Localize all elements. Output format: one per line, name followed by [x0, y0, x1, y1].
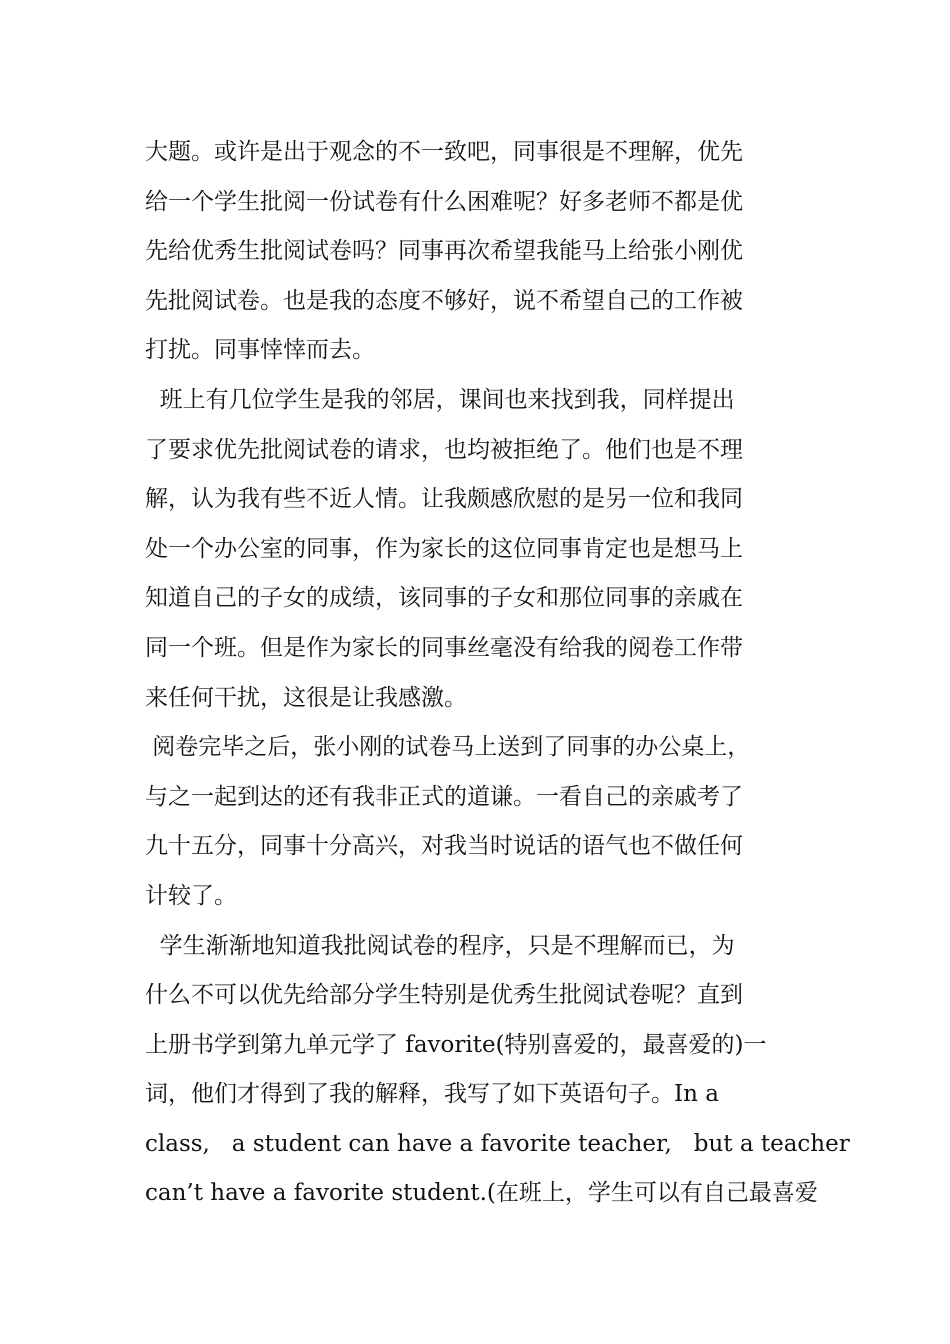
text-line: can’t have a favorite student.(在班上，学生可以有自己最喜爱 — [145, 1180, 818, 1207]
text-line: 上册书学到第九单元学了 favorite(特别喜爱的，最喜爱的)一 — [145, 1031, 767, 1058]
text-line: 了要求优先批阅试卷的请求，也均被拒绝了。他们也是不理 — [145, 436, 743, 463]
text-line: 同一个班。但是作为家长的同事丝毫没有给我的阅卷工作带 — [145, 634, 743, 661]
body-text — [145, 128, 850, 1219]
text-line: 给一个学生批阅一份试卷有什么困难呢？好多老师不都是优 — [145, 188, 743, 215]
text-line: 大题。或许是出于观念的不一致吧，同事很是不理解，优先 — [145, 139, 743, 165]
text-line: 与之一起到达的还有我非正式的道谦。一看自己的亲戚考了 — [145, 783, 743, 810]
text-line: 阅卷完毕之后，张小刚的试卷马上送到了同事的办公桌上， — [145, 734, 751, 761]
text-line: 解，认为我有些不近人情。让我颇感欣慰的是另一位和我同 — [145, 486, 743, 513]
text-line: 班上有几位学生是我的邻居，课间也来找到我，同样提出 — [145, 386, 735, 413]
text-line: 九十五分，同事十分高兴，对我当时说话的语气也不做任何 — [145, 833, 743, 860]
text-line: 来任何干扰，这很是让我感激。 — [145, 684, 467, 711]
text-line: 打扰。同事悻悻而去。 — [145, 337, 375, 364]
text-line: 先批阅试卷。也是我的态度不够好，说不希望自己的工作被 — [145, 287, 743, 314]
text-line: 知道自己的子女的成绩，该同事的子女和那位同事的亲戚在 — [145, 585, 743, 612]
text-line: 先给优秀生批阅试卷吗？同事再次希望我能马上给张小刚优 — [145, 238, 743, 265]
text-line: 计较了。 — [145, 882, 237, 909]
text-line: class, a student can have a favorite teacher, but a teacher — [145, 1130, 850, 1157]
text-line: 词，他们才得到了我的解释，我写了如下英语句子。In a — [145, 1081, 719, 1108]
text-line: 什么不可以优先给部分学生特别是优秀生批阅试卷呢？直到 — [145, 982, 743, 1009]
text-line: 处一个办公室的同事，作为家长的这位同事肯定也是想马上 — [145, 535, 743, 562]
text-line: 学生渐渐地知道我批阅试卷的程序，只是不理解而已，为 — [145, 932, 735, 959]
